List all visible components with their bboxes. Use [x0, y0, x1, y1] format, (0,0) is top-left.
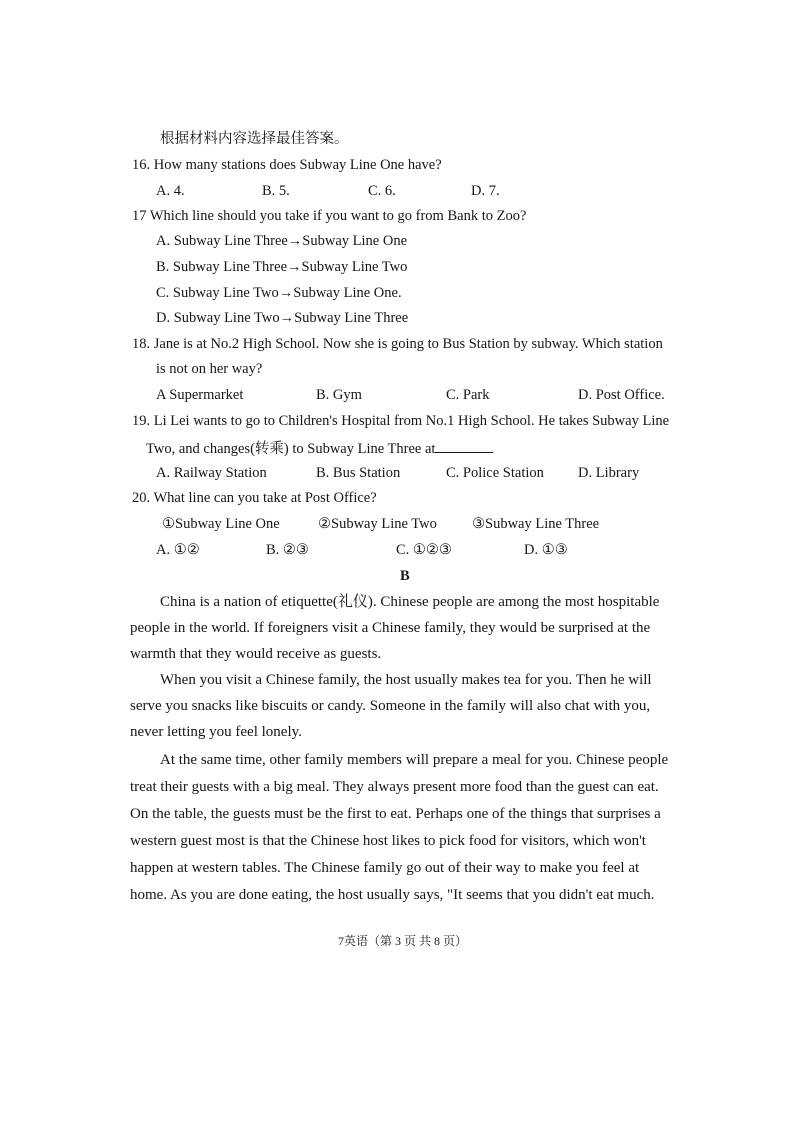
passage-line-6: never letting you feel lonely.: [130, 724, 302, 740]
question-19-option-a: A. Railway Station: [156, 465, 267, 481]
passage-line-1: China is a nation of etiquette(礼仪). Chinese people are among the most hospitable: [160, 594, 660, 610]
question-18-option-d: D. Post Office.: [578, 387, 665, 403]
question-17-stem: 17 Which line should you take if you want to go from Bank to Zoo?: [132, 208, 527, 224]
passage-line-12: home. As you are done eating, the host usually says, "It seems that you didn't eat much.: [130, 887, 655, 903]
question-18-stem-line-1: 18. Jane is at No.2 High School. Now she is going to Bus Station by subway. Which station: [132, 336, 663, 352]
question-19-option-d: D. Library: [578, 465, 640, 481]
passage-line-11: happen at western tables. The Chinese family go out of their way to make you feel at: [130, 860, 640, 876]
question-19-stem-line-1: 19. Li Lei wants to go to Children's Hospital from No.1 High School. He takes Subway Line: [132, 413, 670, 429]
question-18-option-b: B. Gym: [316, 387, 362, 403]
question-17-option-d: D. Subway Line Two→Subway Line Three: [156, 310, 409, 326]
question-20-option-d: D. ①③: [524, 542, 568, 558]
question-20-choice-3: ③Subway Line Three: [472, 516, 600, 532]
question-20-stem: 20. What line can you take at Post Office?: [132, 490, 377, 506]
question-16-option-c: C. 6.: [368, 183, 396, 199]
question-19-stem-line-2: Two, and changes(转乘) to Subway Line Three at: [146, 441, 436, 457]
question-20-option-b: B. ②③: [266, 542, 309, 558]
passage-line-4: When you visit a Chinese family, the host usually makes tea for you. Then he will: [160, 672, 652, 688]
question-19-option-c: C. Police Station: [446, 465, 544, 481]
question-18-stem-line-2: is not on her way?: [156, 361, 263, 377]
question-20-option-a: A. ①②: [156, 542, 200, 558]
question-17-option-a: A. Subway Line Three→Subway Line One: [156, 233, 408, 249]
question-16-option-d: D. 7.: [471, 183, 500, 199]
passage-line-3: warmth that they would receive as guests.: [130, 646, 382, 662]
instruction-text: 根据材料内容选择最佳答案。: [160, 131, 349, 147]
question-17-option-c: C. Subway Line Two→Subway Line One.: [156, 285, 402, 301]
question-16-option-a: A. 4.: [156, 183, 185, 199]
question-20-choice-2: ②Subway Line Two: [318, 516, 437, 532]
question-16-stem: 16. How many stations does Subway Line One have?: [132, 157, 442, 173]
passage-line-8: treat their guests with a big meal. They always present more food than the guest can eat.: [130, 779, 659, 795]
question-20-option-c: C. ①②③: [396, 542, 452, 558]
question-16-option-b: B. 5.: [262, 183, 290, 199]
passage-line-10: western guest most is that the Chinese host likes to pick food for visitors, which won't: [130, 833, 646, 849]
page-footer: 7英语（第 3 页 共 8 页）: [338, 934, 468, 948]
question-19-option-b: B. Bus Station: [316, 465, 401, 481]
passage-line-7: At the same time, other family members will prepare a meal for you. Chinese people: [160, 752, 669, 768]
question-19-stem-line-2-row: [146, 438, 493, 458]
section-b-heading: B: [400, 568, 410, 584]
passage-line-2: people in the world. If foreigners visit a Chinese family, they would be surprised at the: [130, 620, 651, 636]
question-17-option-b: B. Subway Line Three→Subway Line Two: [156, 259, 408, 275]
passage-line-9: On the table, the guests must be the first to eat. Perhaps one of the things that surprises a: [130, 806, 661, 822]
question-20-choice-1: ①Subway Line One: [162, 516, 280, 532]
answer-blank: [435, 438, 493, 453]
question-18-option-a: A Supermarket: [156, 387, 244, 403]
passage-line-5: serve you snacks like biscuits or candy. Someone in the family will also chat with you,: [130, 698, 651, 714]
question-18-option-c: C. Park: [446, 387, 490, 403]
